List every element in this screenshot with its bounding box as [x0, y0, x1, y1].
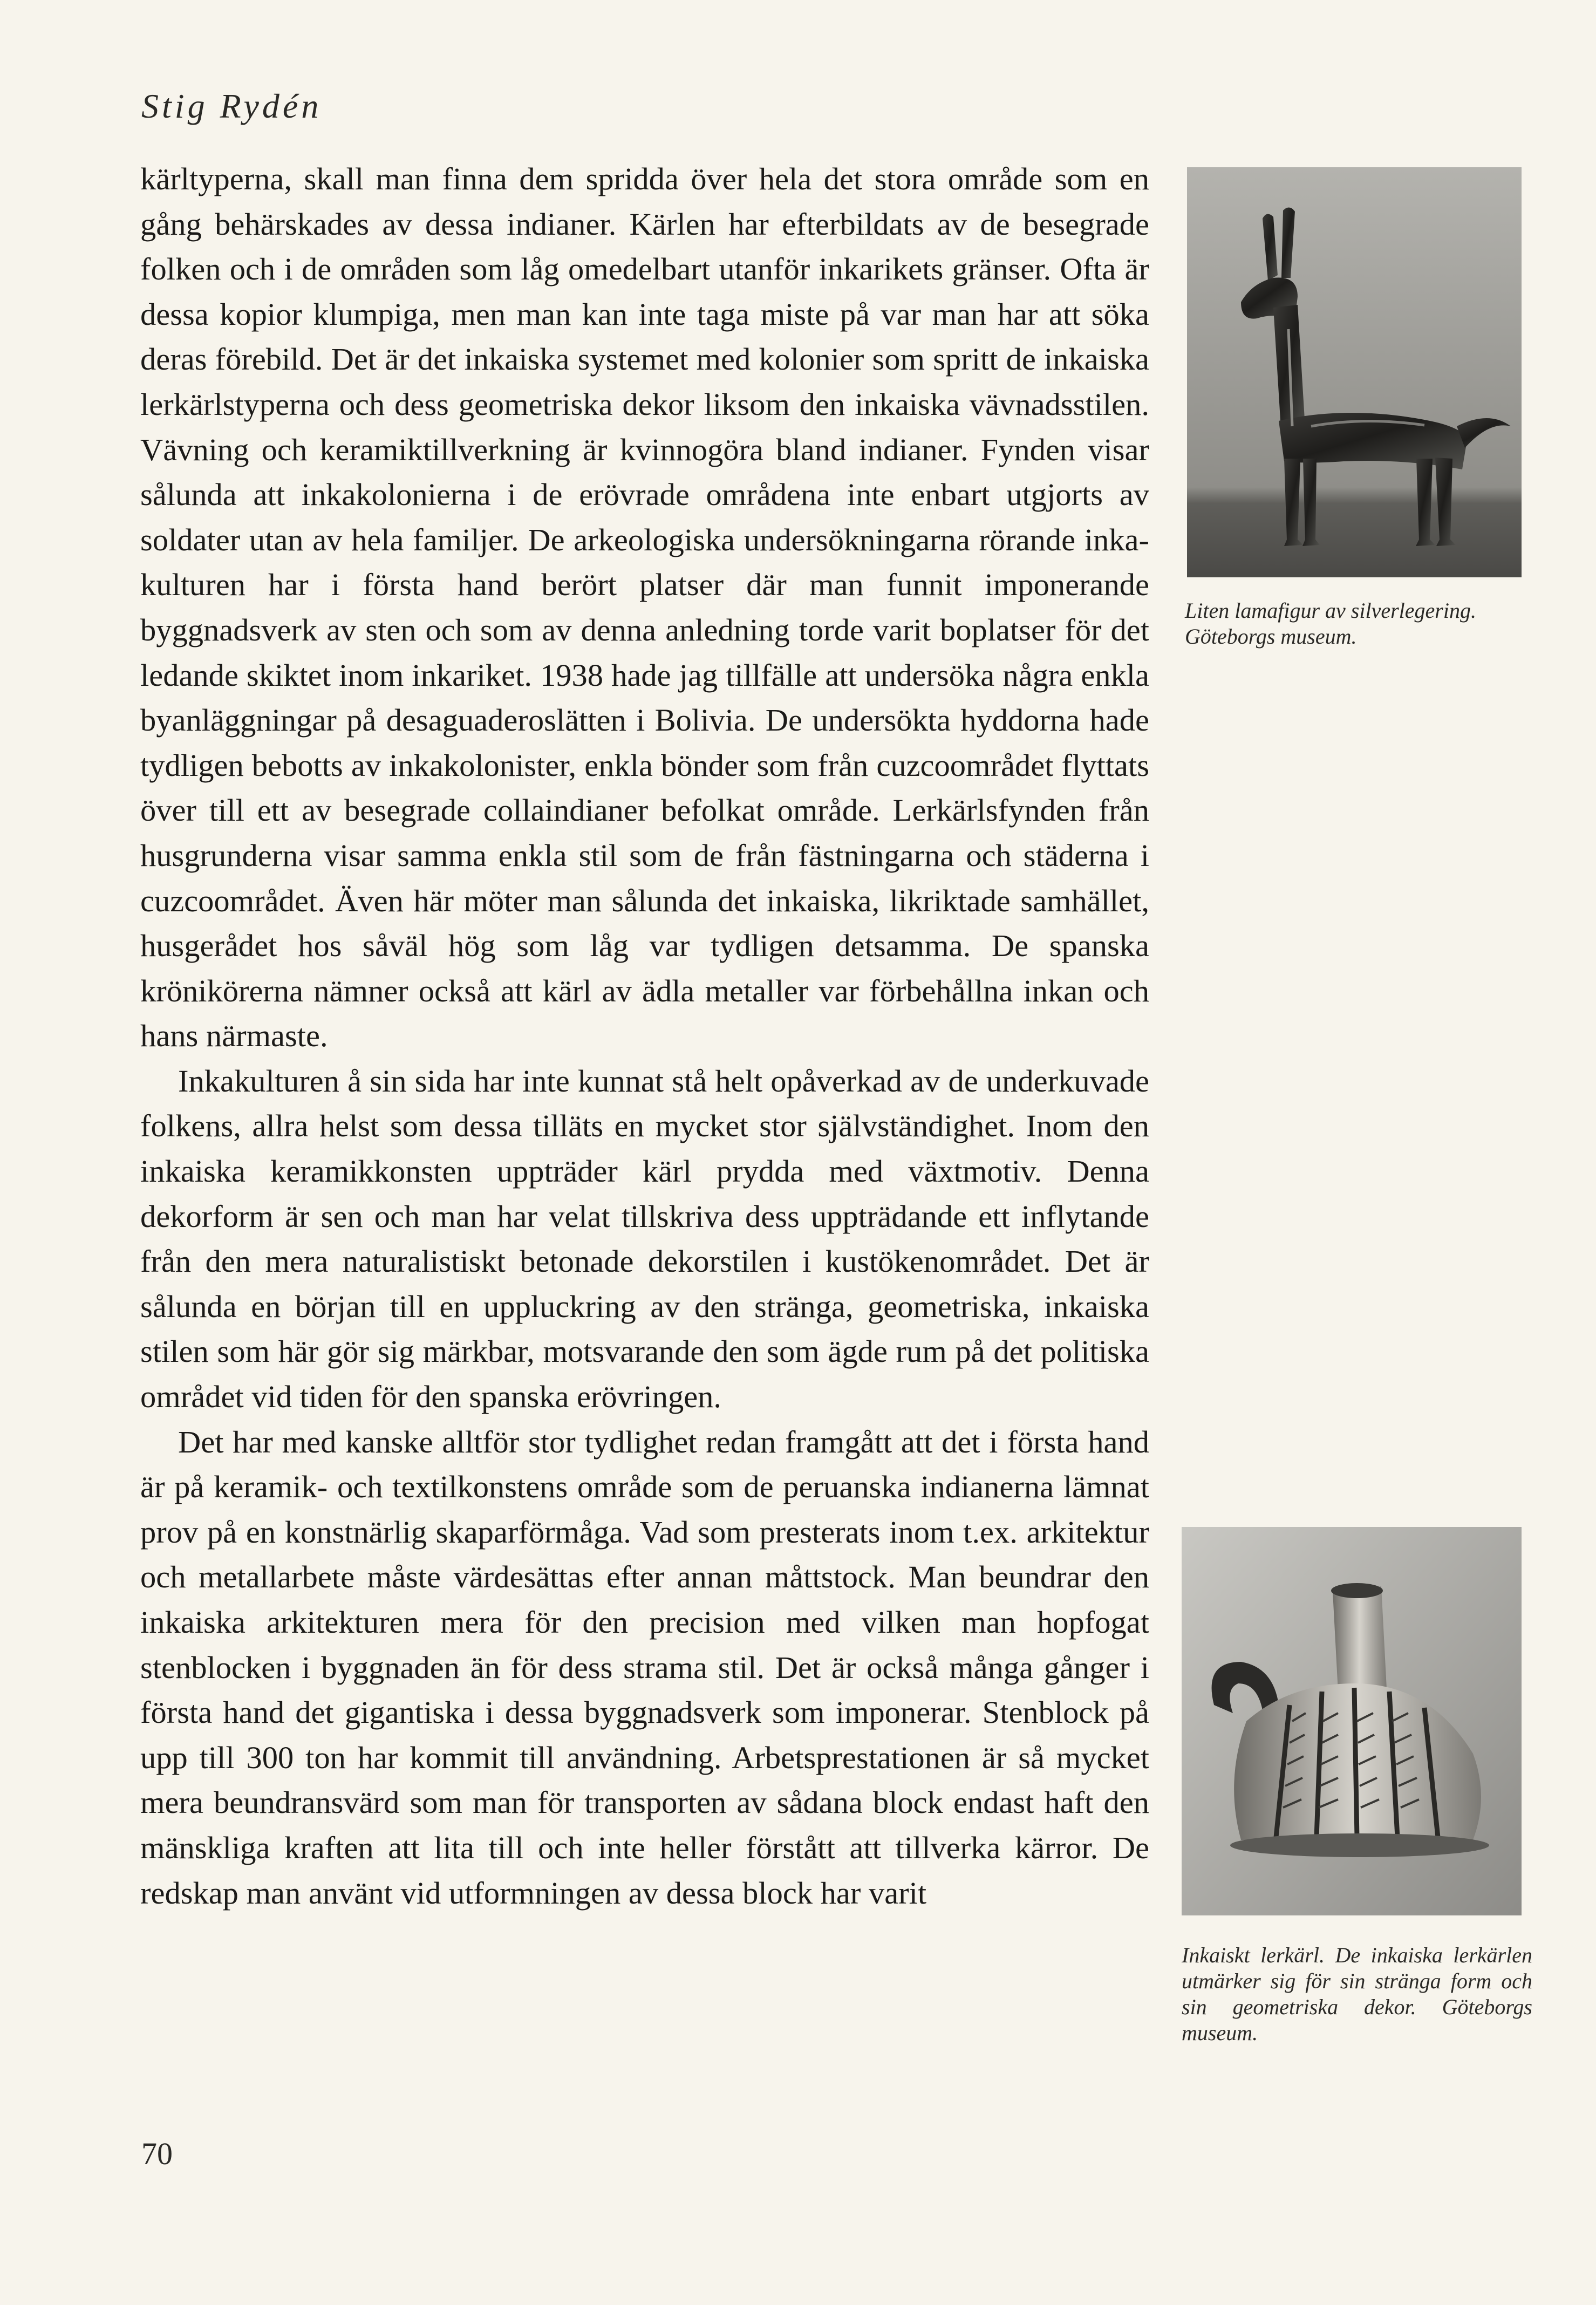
page-number: 70: [141, 2136, 173, 2171]
paragraph: Det har med kanske alltför stor tydlighet redan framgått att det i första hand är på keramik- och textilkonstens område som de peruanska indianerna lämnat prov på en konstnärlig skaparförmåga. Vad som presterats inom t.ex. arkitektur och metallarbete måste värdesättas efter annan måttstock. Man beundrar den inkaiska arkitekturen mera för den precision med vilken man hopfogat stenblocken i byggnaden än för dess strama stil. Det är också många gånger i första hand det gigantiska i dessa byggnadsverk som imponerar. Stenblock på upp till 300 ton har kommit till användning. Arbetsprestationen är så mycket mera beundransvärd som man för transporten av sådana block endast haft den mänskliga kraften att lita till och inte heller förstått att tillverka kärror. De redskap man använt vid utformningen av dessa block har varit: [140, 1424, 1149, 1911]
inca-vessel-caption: Inkaiskt lerkärl. De inkaiska lerkärlen utmärker sig för sin stränga form och sin geometriska dekor. Göteborgs museum.: [1182, 1943, 1532, 2045]
running-head: Stig Rydén: [141, 87, 322, 125]
body-text: [140, 156, 1149, 1915]
llama-figure-photo: [1187, 167, 1522, 577]
inca-vessel-photo: [1182, 1527, 1522, 1915]
paragraph: kärltyperna, skall man finna dem spridda över hela det stora område som en gång behärskades av dessa indianer. Kärlen har efterbildats av de besegrade folken och i de områden som låg omedelbart utanför inkarikets gränser. Ofta är dessa kopior klumpiga, men man kan inte taga miste på var man har att söka deras förebild. Det är det inkaiska systemet med kolonier som spritt de inkaiska lerkärlstyperna och dess geometriska dekor liksom den inkaiska vävnadsstilen. Vävning och keramiktillverkning är kvinnogöra bland indianer. Fynden visar sålunda att inkakolonierna i de erövrade områdena inte enbart utgjorts av soldater utan av hela familjer. De arkeologiska undersökningarna rörande inkakulturen har i första hand berört platser där man funnit imponerande byggnadsverk av sten och som av denna anledning torde varit boplatser för det ledande skiktet inom inkariket. 1938 hade jag tillfälle att undersöka några enkla byanläggningar på desaguaderoslätten i Bolivia. De undersökta hyddorna hade tydligen bebotts av inkakolonister, enkla bönder som från cuzcoområdet flyttats över till ett av besegrade collaindianer befolkat område. Lerkärlsfynden från husgrunderna visar samma enkla stil som de från fästningarna och städerna i cuzcoområdet. Även här möter man sålunda det inkaiska, likriktade samhället, husgerådet hos såväl hög som låg var tydligen detsamma. De spanska krönikörerna nämner också att kärl av ädla metaller var förbehållna inkan och hans närmaste.: [140, 161, 1149, 1054]
llama-figure-caption: Liten lamafigur av silverlegering. Göteborgs museum.: [1185, 598, 1476, 649]
paragraph: Inkakulturen å sin sida har inte kunnat stå helt opåverkad av de underkuvade folkens, allra helst som dessa tilläts en mycket stor självständighet. Inom den inkaiska keramikkonsten uppträder kärl prydda med växtmotiv. Denna dekorform är sen och man har velat tillskriva dess uppträdande ett inflytande från den mera naturalistiskt betonade dekorstilen i kustökenområdet. Det är sålunda en början till en uppluckring av den stränga, geometriska, inkaiska stilen som här gör sig märkbar, motsvarande den som ägde rum på det politiska området vid tiden för den spanska erövringen.: [140, 1063, 1149, 1415]
